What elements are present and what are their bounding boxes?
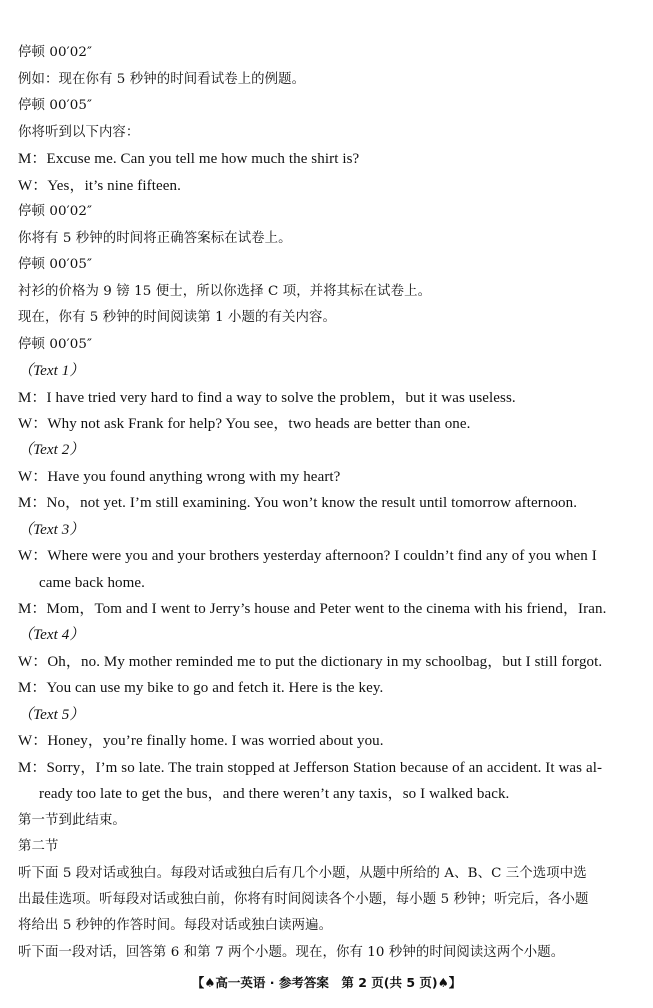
instruction-line: 听下面一段对话，回答第 6 和第 7 两个小题。现在，你有 10 秒钟的时间阅读这两个小题。 bbox=[18, 945, 565, 960]
instruction-line: 你将听到以下内容： bbox=[18, 125, 140, 140]
section-heading: 第二节 bbox=[18, 839, 59, 854]
instruction-line: 将给出 5 秒钟的作答时间。每段对话或独白读两遍。 bbox=[18, 918, 333, 933]
instruction-line: 现在，你有 5 秒钟的时间阅读第 1 小题的有关内容。 bbox=[18, 310, 336, 325]
instruction-line: 听下面 5 段对话或独白。每段对话或独白后有几个小题，从题中所给的 A、B、C 三个选项中选 bbox=[18, 866, 587, 881]
dialogue-line: M：Mom，Tom and I went to Jerry’s house and Peter went to the cinema with his friend，Iran. bbox=[18, 601, 607, 617]
text-label: （Text 5） bbox=[18, 707, 85, 723]
dialogue-line: W：Oh，no. My mother reminded me to put the dictionary in my schoolbag，but I still forgot. bbox=[18, 654, 603, 670]
section-end-line: 第一节到此结束。 bbox=[18, 813, 126, 828]
instruction-line: 出最佳选项。听每段对话或独白前，你将有时间阅读各个小题，每小题 5 秒钟；听完后，各小题 bbox=[18, 892, 589, 907]
dialogue-line: W：Yes，it’s nine fifteen. bbox=[18, 178, 181, 194]
text-label: （Text 4） bbox=[18, 627, 85, 643]
pause-marker: 停顿 00′05″ bbox=[18, 337, 93, 352]
dialogue-line: M：No，not yet. I’m still examining. You won’t know the result until tomorrow afternoon. bbox=[18, 495, 578, 511]
instruction-line: 衬衫的价格为 9 镑 15 便士，所以你选择 C 项，并将其标在试卷上。 bbox=[18, 284, 432, 299]
text-label: （Text 2） bbox=[18, 442, 85, 458]
dialogue-line-continued: came back home. bbox=[39, 575, 146, 591]
dialogue-line: M：Sorry，I’m so late. The train stopped at Jefferson Station because of an accident. It was al- bbox=[18, 760, 603, 776]
text-label: （Text 1） bbox=[18, 363, 85, 379]
pause-marker: 停顿 00′02″ bbox=[18, 204, 93, 219]
text-label: （Text 3） bbox=[18, 522, 85, 538]
dialogue-line: W：Why not ask Frank for help? You see，two heads are better than one. bbox=[18, 416, 471, 432]
pause-marker: 停顿 00′02″ bbox=[18, 45, 93, 60]
dialogue-line: W：Where were you and your brothers yesterday afternoon? I couldn’t find any of you when I bbox=[18, 548, 597, 564]
instruction-line: 你将有 5 秒钟的时间将正确答案标在试卷上。 bbox=[18, 231, 292, 246]
dialogue-line: M：You can use my bike to go and fetch it. Here is the key. bbox=[18, 680, 384, 696]
dialogue-line: W：Have you found anything wrong with my heart? bbox=[18, 469, 341, 485]
dialogue-line: M：Excuse me. Can you tell me how much the shirt is? bbox=[18, 151, 360, 167]
pause-marker: 停顿 00′05″ bbox=[18, 98, 93, 113]
instruction-line: 例如：现在你有 5 秒钟的时间看试卷上的例题。 bbox=[18, 72, 306, 87]
pause-marker: 停顿 00′05″ bbox=[18, 257, 93, 272]
page-footer: 【♠高一英语 · 参考答案 第 2 页(共 5 页)♠】 bbox=[191, 975, 462, 990]
dialogue-line: M：I have tried very hard to find a way to solve the problem，but it was useless. bbox=[18, 390, 516, 406]
dialogue-line: W：Honey，you’re finally home. I was worried about you. bbox=[18, 733, 384, 749]
dialogue-line-continued: ready too late to get the bus，and there weren’t any taxis，so I walked back. bbox=[39, 786, 510, 802]
